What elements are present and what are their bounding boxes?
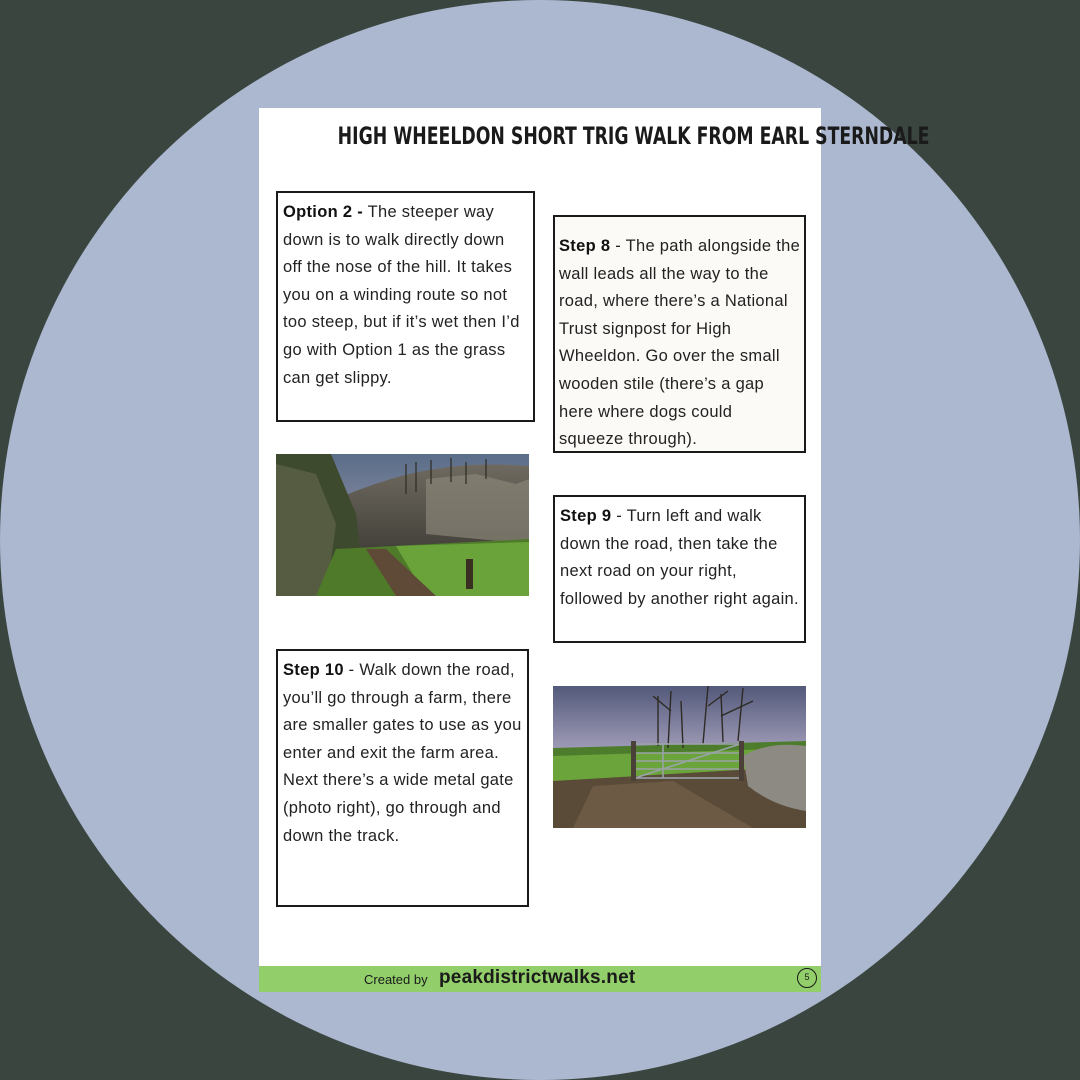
- gate-photo-image: [553, 686, 806, 828]
- step-label: Step 8: [559, 237, 611, 255]
- created-by-label: Created by: [364, 972, 428, 987]
- step-box-9: [553, 495, 806, 643]
- guide-page: [259, 108, 930, 992]
- page-number-badge: 5: [797, 968, 817, 988]
- page-title: HIGH WHEELDON SHORT TRIG WALK FROM EARL STERNDALE: [337, 122, 930, 150]
- step-text: - Turn left and walk down the road, then take the next road on your right, followed by another right again.: [560, 507, 799, 608]
- site-link[interactable]: peakdistrictwalks.net: [439, 967, 636, 988]
- photo-gate: [553, 686, 806, 828]
- step-text: - The path alongside the wall leads all the way to the road, where there’s a National Trust signpost for High Wheeldon. Go over the small wooden stile (there’s a gap here where dogs could squeeze through).: [559, 237, 801, 449]
- step-box-option-2: [276, 191, 535, 422]
- step-label: Step 9: [560, 507, 612, 525]
- step-text: The steeper way down is to walk directly down off the nose of the hill. It takes you on a winding route so not too steep, but if it’s wet then I’d go with Option 1 as the grass can get slippy.: [283, 203, 520, 387]
- photo-valley: [276, 454, 529, 596]
- step-text: - Walk down the road, you’ll go through a farm, there are smaller gates to use as you enter and exit the farm area. Next there’s a wide metal gate (photo right), go through and down the track.: [283, 661, 522, 845]
- step-box-8: [553, 215, 806, 453]
- step-label: Option 2 -: [283, 203, 363, 221]
- valley-photo-image: [276, 454, 529, 596]
- step-box-10: [276, 649, 529, 907]
- footer-bar: [259, 966, 821, 992]
- step-label: Step 10: [283, 661, 344, 679]
